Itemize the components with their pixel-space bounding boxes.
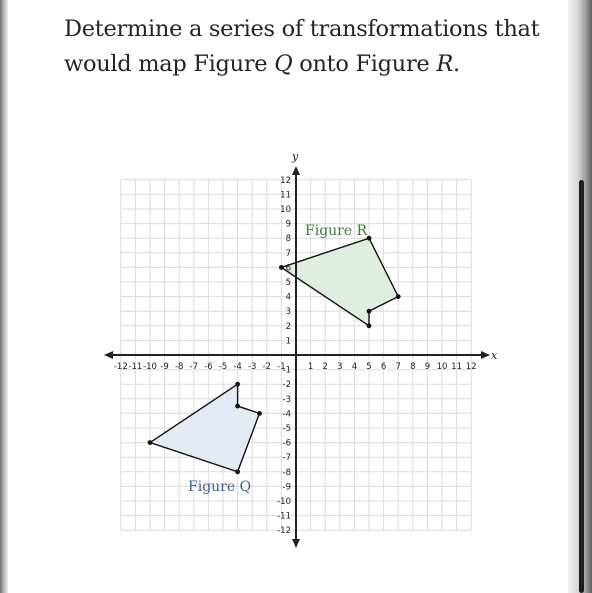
x-tick-label: 2 [322,362,328,372]
x-tick-label: 3 [337,362,343,372]
x-tick-label: 9 [424,362,431,372]
vertex-point [279,265,284,270]
figures [148,223,401,495]
y-axis-label: y [292,150,299,163]
y-tick-label: -11 [277,511,291,522]
y-tick-label: -6 [282,438,291,449]
x-tick-label: -3 [247,362,257,372]
x-axis-left-arrow [104,351,113,359]
y-tick-label: -9 [282,482,291,493]
x-tick-label: -8 [174,362,184,372]
x-tick-label: 7 [395,362,401,372]
vertex-point [367,323,372,328]
x-tick-label: -10 [143,362,157,372]
y-tick-label: 9 [285,219,291,230]
x-tick-label: 8 [410,362,416,372]
y-tick-label: -4 [282,409,291,420]
x-tick-label: -2 [262,362,272,372]
figure-r-label: Figure R [305,223,368,239]
y-tick-label: 4 [285,292,291,303]
question-var-q: Q [274,51,293,77]
y-tick-label: 6 [285,263,291,274]
y-axis-bottom-arrow [292,539,300,548]
y-tick-label: 12 [280,175,291,186]
y-tick-label: 11 [280,190,291,201]
figure-q-label: Figure Q [188,479,252,495]
y-tick-label: 8 [285,234,291,245]
x-axis-label: x [491,349,498,362]
y-tick-label: -3 [282,394,291,405]
vertex-point [367,309,372,314]
question-part-3: . [452,51,460,77]
x-tick-label: -9 [160,362,169,372]
y-tick-label: 10 [280,205,291,215]
y-tick-label: -1 [282,365,291,376]
vertex-point [396,294,401,299]
y-tick-label: 7 [285,248,291,259]
x-tick-label: 1 [307,362,314,372]
x-tick-label: -12 [113,362,128,372]
x-tick-label: -11 [128,362,143,372]
x-tick-label: -4 [233,362,242,372]
question-var-r: R [436,51,453,77]
x-tick-label: -6 [204,362,213,372]
x-axis-right-arrow [481,351,490,359]
x-tick-label: 11 [451,362,463,372]
x-tick-label: -1 [277,362,286,372]
question-part-2: onto Figure [292,51,437,77]
y-tick-label: -12 [277,526,291,537]
vertex-point [235,404,240,409]
y-tick-label: -7 [282,453,291,464]
y-tick-label: 2 [285,321,291,332]
x-tick-label: -7 [189,362,199,372]
x-tick-label: 6 [380,362,387,372]
vertex-point [257,411,262,416]
y-tick-label: 1 [285,336,291,347]
x-tick-label: -5 [218,362,228,372]
vertex-point [235,382,240,387]
x-tick-label: 12 [465,362,477,372]
y-tick-label: -8 [282,467,291,478]
y-tick-label: 3 [285,307,291,318]
y-tick-label: 5 [285,278,291,288]
vertex-point [148,440,153,445]
x-tick-label: 10 [436,362,448,372]
axes [104,150,498,548]
x-tick-label: 5 [366,362,372,372]
y-tick-label: -10 [277,497,291,507]
y-tick-label: -2 [282,380,291,391]
y-axis-top-arrow [292,166,300,175]
vertex-point [367,236,372,241]
question-part-1: Determine a series of transformations that would map Figure [64,16,540,77]
y-tick-label: -5 [282,424,291,434]
vertex-point [235,469,240,474]
x-tick-label: 4 [351,362,358,372]
